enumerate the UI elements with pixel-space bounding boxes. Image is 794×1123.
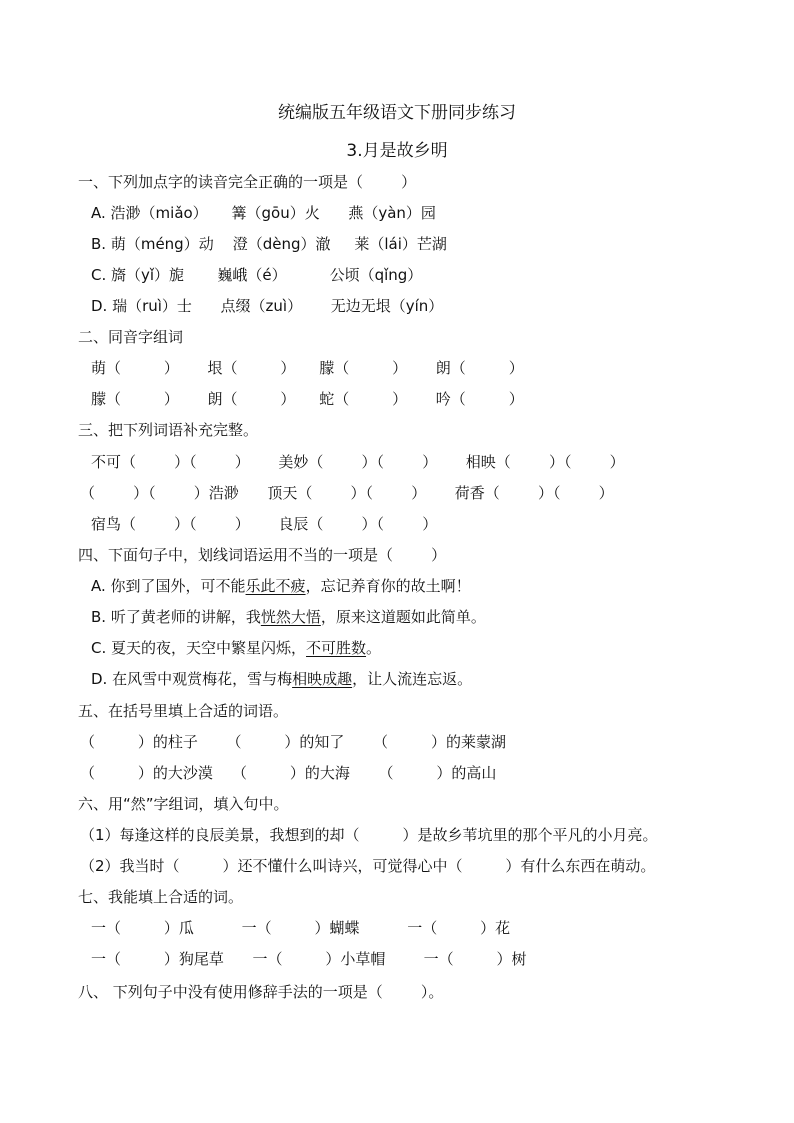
q5-row-2: （ ）的大沙漠 （ ）的大海 （ ）的高山 — [80, 764, 497, 782]
q4-option-c — [91, 638, 381, 658]
q1-option-c: C. 旖（yǐ）旎 巍峨（é） 公顷（qǐng） — [91, 266, 423, 284]
q4-c-text-2: 。 — [366, 639, 382, 657]
q4-option-a — [91, 576, 471, 596]
q6-sentence-2: （2）我当时（ ）还不懂什么叫诗兴，可觉得心中（ ）有什么东西在萌动。 — [80, 857, 656, 875]
q4-d-underlined-word: 相映成趣 — [292, 670, 353, 688]
q2-row-2: 朦（ ） 朗（ ） 蛇（ ） 吟（ ） — [91, 390, 524, 408]
q8-heading: 八、 下列句子中没有使用修辞手法的一项是（ ）。 — [78, 983, 444, 1001]
q4-d-text-2: ，让人流连忘返。 — [352, 670, 473, 688]
q4-heading: 四、下面句子中，划线词语运用不当的一项是（ ） — [78, 546, 447, 564]
q4-option-b — [91, 607, 486, 627]
q3-row-1: 不可（ ）（ ） 美妙（ ）（ ） 相映（ ）（ ） — [91, 453, 625, 471]
q4-a-text-2: ，忘记养育你的故土啊！ — [305, 577, 471, 595]
q1-heading: 一、下列加点字的读音完全正确的一项是（ ） — [78, 173, 417, 191]
q4-a-text-1: A. 你到了国外，可不能 — [91, 577, 246, 595]
q7-row-1: 一（ ）瓜 一（ ）蝴蝶 一（ ）花 — [91, 919, 511, 937]
q4-b-underlined-word: 恍然大悟 — [260, 608, 321, 626]
lesson-title: 3.月是故乡明 — [346, 141, 448, 161]
q6-heading: 六、用“然”字组词，填入句中。 — [78, 795, 289, 813]
q4-a-underlined-word: 乐此不疲 — [245, 577, 306, 595]
q4-b-text-1: B. 听了黄老师的讲解，我 — [91, 608, 261, 626]
q4-option-d — [91, 669, 472, 689]
q3-row-3: 宿鸟（ ）（ ） 良辰（ ）（ ） — [91, 515, 438, 533]
q2-heading: 二、同音字组词 — [78, 328, 184, 346]
q4-c-underlined-word: 不可胜数 — [306, 639, 367, 657]
q1-option-d: D. 瑞（ruì）士 点缀（zuì） 无边无垠（yín） — [91, 297, 444, 315]
q3-row-2: （ ）（ ）浩渺 顶天（ ）（ ） 荷香（ ）（ ） — [80, 484, 614, 502]
q6-sentence-1: （1）每逢这样的良辰美景，我想到的却（ ）是故乡苇坑里的那个平凡的小月亮。 — [80, 826, 658, 844]
q1-option-a: A. 浩渺（miǎo） 篝（gōu）火 燕（yàn）园 — [91, 204, 436, 222]
q5-heading: 五、在括号里填上合适的词语。 — [78, 702, 289, 720]
q7-heading: 七、我能填上合适的词。 — [78, 888, 244, 906]
q7-row-2: 一（ ）狗尾草 一（ ）小草帽 一（ ）树 — [91, 950, 527, 968]
q2-row-1: 萌（ ） 垠（ ） 朦（ ） 朗（ ） — [91, 359, 524, 377]
q3-heading: 三、把下列词语补充完整。 — [78, 421, 259, 439]
worksheet-title: 统编版五年级语文下册同步练习 — [278, 103, 516, 123]
q1-option-b: B. 萌（méng）动 澄（dèng）澈 莱（lái）芒湖 — [91, 235, 447, 253]
q4-c-text-1: C. 夏天的夜，天空中繁星闪烁， — [91, 639, 307, 657]
q4-d-text-1: D. 在风雪中观赏梅花，雪与梅 — [91, 670, 293, 688]
q4-b-text-2: ，原来这道题如此简单。 — [320, 608, 486, 626]
q5-row-1: （ ）的柱子 （ ）的知了 （ ）的莱蒙湖 — [80, 733, 506, 751]
